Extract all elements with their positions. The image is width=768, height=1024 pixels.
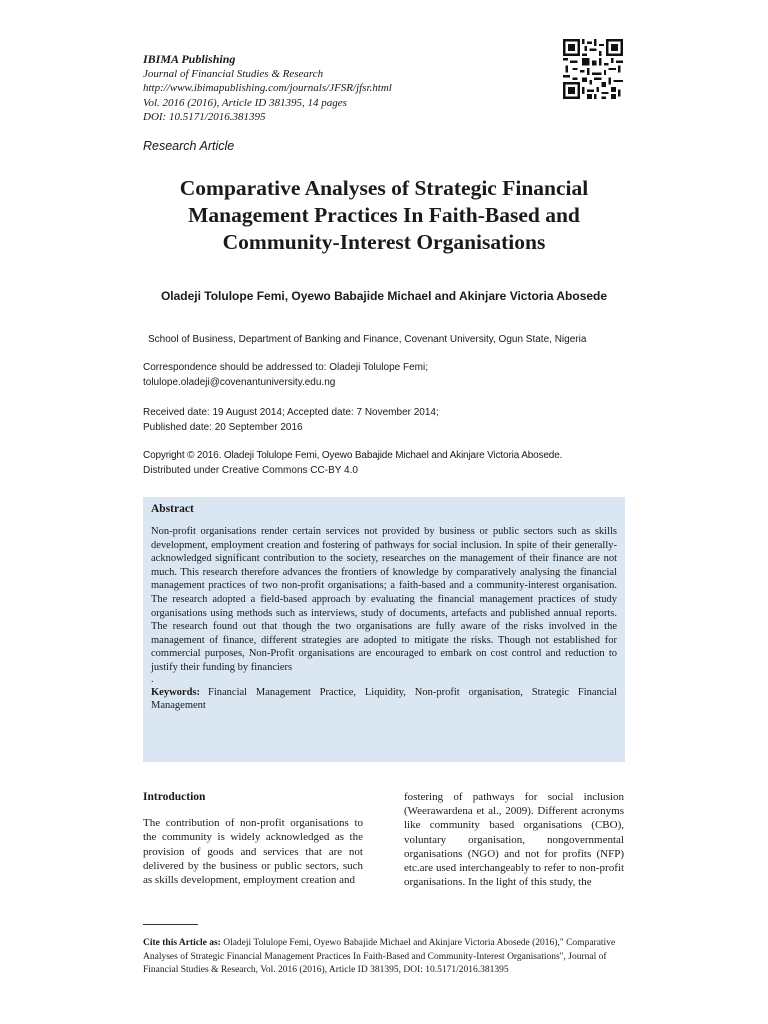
citation-footer <box>143 937 625 978</box>
article-type: Research Article <box>143 139 235 153</box>
authors: Oladeji Tolulope Femi, Oyewo Babajide Michael and Akinjare Victoria Abosede <box>160 289 608 303</box>
keywords-label: Keywords: <box>151 686 200 698</box>
published-date: Published date: 20 September 2016 <box>143 421 303 433</box>
title-line: Community-Interest Organisations <box>222 230 546 254</box>
introduction-paragraph-continued: fostering of pathways for social inclusion (Weerawardena et al., 2009). Different acronyms like community based organisations (CBO), voluntary organisation, nongovernmental organisations (NGO) and not for profits (NFP) etc.are used interchangeably to refer to non-profit organisations. In the light of this study, the <box>404 791 624 889</box>
copyright-notice <box>143 449 625 478</box>
publisher-name: IBIMA Publishing <box>143 52 236 66</box>
doi: DOI: 10.5171/2016.381395 <box>143 111 266 123</box>
article-dates <box>143 406 439 435</box>
citation-text: Oladeji Tolulope Femi, Oyewo Babajide Michael and Akinjare Victoria Abosede (2016)," Comparative Analyses of Strategic Financial Management Practices In Faith-Based and Community-Interest Organisations", Journal of Financial Studies & Research, Vol. 2016 (2016), Article ID 381395, DOI: 10.5171/2016.381395 <box>143 938 616 975</box>
introduction-left-column <box>143 790 363 887</box>
received-accepted-dates: Received date: 19 August 2014; Accepted date: 7 November 2014; <box>143 407 439 418</box>
abstract-trailing-mark: . <box>151 673 154 685</box>
keywords <box>151 686 617 713</box>
volume-info: Vol. 2016 (2016), Article ID 381395, 14 pages <box>143 96 347 109</box>
article-title <box>90 175 678 256</box>
publication-header <box>143 52 392 125</box>
abstract-text: Non-profit organisations render certain services not provided by business or public sectors such as skills development, employment creation and fostering of pathways for social inclusion. In spite of their generally-acknowledged significant contribution to the society, researches on the management of their finance are not much. This research therefore advances the frontiers of knowledge by comparatively analysing the financial management practices of two non-profit organisations; a faith-based and a community-interest organisation. The research adopted a field-based approach by evaluating the financial management practices of study organisations using methods such as interviews, study of documents, artefacts and published annual reports. The research found out that though the two organisations are fully aware of the risks involved in the management of finance, different strategies are adopted to mitigate the risks. Though not established for commercial purposes, Non-Profit organisations are encouraged to embark on cost control and reduction to justify their funding by financiers <box>151 526 617 673</box>
introduction-heading: Introduction <box>143 791 206 803</box>
qr-code-icon <box>563 39 623 99</box>
correspondence-line: Correspondence should be addressed to: Oladeji Tolulope Femi; <box>143 362 428 373</box>
license-line: Distributed under Creative Commons CC-BY 4.0 <box>143 464 358 476</box>
introduction-right-column <box>404 790 624 889</box>
affiliation: School of Business, Department of Banking and Finance, Covenant University, Ogun State, Nigeria <box>148 334 587 345</box>
introduction-paragraph: The contribution of non-profit organisations to the community is widely acknowledged as the provision of goods and services that are not delivered by the business or public sectors, such as skills development, employment creation and <box>143 817 363 887</box>
correspondence <box>143 361 428 390</box>
journal-url[interactable]: http://www.ibimapublishing.com/journals/JFSR/jfsr.html <box>143 82 392 94</box>
title-line: Comparative Analyses of Strategic Financial <box>179 176 589 200</box>
correspondence-email[interactable]: tolulope.oladeji@covenantuniversity.edu.ng <box>143 376 336 388</box>
citation-label: Cite this Article as: <box>143 938 221 948</box>
journal-name: Journal of Financial Studies & Research <box>143 67 324 80</box>
title-line: Management Practices In Faith-Based and <box>188 203 580 227</box>
abstract-heading: Abstract <box>151 503 194 515</box>
keywords-list: Financial Management Practice, Liquidity, Non-profit organisation, Strategic Financial Management <box>151 686 617 712</box>
footnote-divider <box>143 924 198 925</box>
copyright-line: Copyright © 2016. Oladeji Tolulope Femi, Oyewo Babajide Michael and Akinjare Victoria Abosede. <box>143 450 563 461</box>
abstract-box <box>143 497 625 762</box>
